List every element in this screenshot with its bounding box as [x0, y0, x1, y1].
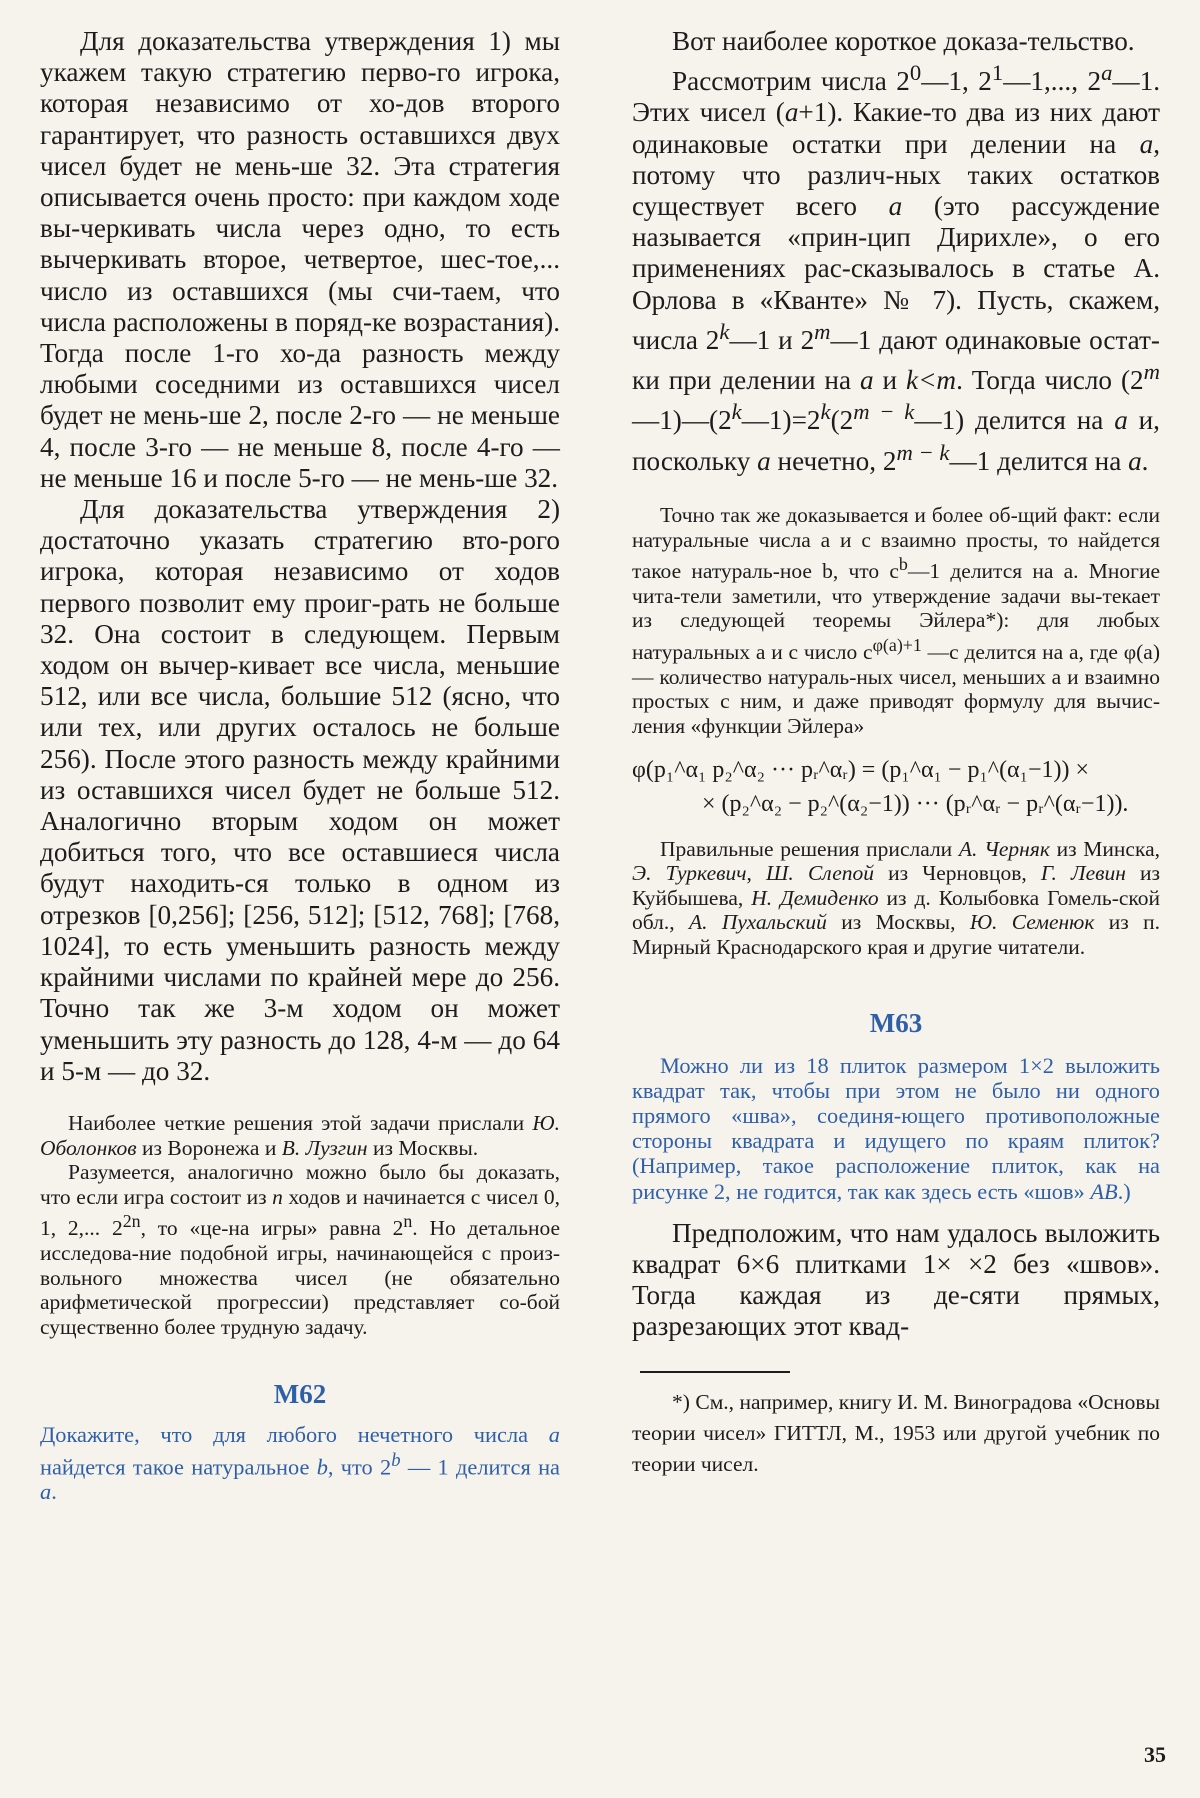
left-credits: Наиболее четкие решения этой задачи прислали Ю. Оболонков из Воронежа и В. Лузгин из Москвы. [40, 1110, 560, 1160]
right-paragraph-3: Предположим, что нам удалось выложить квадрат 6×6 плитками 1× ×2 без «швов». Тогда каждая из де-сяти прямых, разрезающих этот квад- [632, 1217, 1160, 1342]
page-number: 35 [1144, 1742, 1166, 1767]
right-column [632, 26, 1160, 1480]
footnote: *) См., например, книгу И. М. Виноградова «Основы теории чисел» ГИТТЛ, М., 1953 или другой учебник по теории чисел. [632, 1389, 1160, 1476]
problem-m63-text: Можно ли из 18 плиток размером 1×2 выложить квадрат так, чтобы при этом не было ни одного прямого «шва», соединя-ющего противоположные стороны квадрата и идущего по краям плиток? (Например, такое расположение плиток, как на рисунке 2, не годится, так как здесь есть «шов» AB.) [632, 1052, 1160, 1204]
right-paragraph-2: Рассмотрим числа $2^0—1$, $2^1—1$,..., 2$^a$—1. Этих чисел (a+1). Какие-то два из них дают одинаковые остатки при делении на a, потому что различ-ных таких остатков существует всего a (это рассуждение называется «прин-цип Дирихле», о его применениях рас-сказывалось в статье А. Орлова в «Кванте» № 7). Пусть, скажем, числа 2$^k$—1 и 2$^m$—1 дают одинаковые остат-ки при делении на a и k<m. Тогда число $(2^m—1)—(2^k—1)=2^k(2^{m - k}—1)$ делится на a и, поскольку a нечетно, $2^{m - k}—1$ делится на a. [632, 60, 1160, 476]
euler-remark: Точно так же доказывается и более об-щий факт: если натуральные числа a и c взаимно просты, то найдется такое натураль-ное b, что $c^b—1$ делится на a. Многие чита-тели заметили, что утверждение задачи вы-текает из следующей теоремы Эйлера*): для любых натуральных a и c число $c^{\varphi(a)+1}$ —c делится на a, где φ(a) — количество натураль-ных чисел, меньших a и взаимно простых с ним, и даже приводят формулу для вычис-ления «функции Эйлера» [632, 502, 1161, 739]
problem-m62-text: Докажите, что для любого нечетного числа a найдется такое натуральное b, что 2$^b$ — 1 делится на a. [40, 1422, 560, 1505]
left-paragraph-2: Для доказательства утверждения 2) достаточно указать стратегию вто-рого игрока, которая независимо от ходов первого позволит ему проиг-рать не больше 32. Она состоит в следующем. Первым ходом он вычер-кивает все числа, меньшие 512, или все числа, большие 512 (ясно, что или тех, или других осталось не больше 256). После этого разность между крайними из оставшихся чисел будет не больше 512. Аналогично вторым ходом он может добиться того, что все оставшиеся числа будут находить-ся только в одном из отрезков [0,256]; [256, 512]; [512, 768]; [768, 1024], то есть уменьшить разность между крайними числами по крайней мере до 256. Точно так же 3-м ходом он может уменьшить эту разность до 128, 4-м — до 64 и 5-м — до 32. [40, 494, 560, 1086]
footnote-divider [640, 1371, 790, 1373]
left-column [40, 26, 560, 1504]
problem-m62-title: М62 [273, 1379, 327, 1410]
right-credits: Правильные решения прислали А. Черняк из Минска, Э. Туркевич, Ш. Слепой из Черновцов, Г. Левин из Куйбышева, Н. Демиденко из д. Колыбовка Гомель-ской обл., А. Пухальский из Москвы, Ю. Семенюк из п. Мирный Краснодарского края и другие читатели. [632, 836, 1161, 959]
right-paragraph-1: Вот наиболее короткое доказа-тельство. [672, 26, 1135, 56]
left-paragraph-1: Для доказательства утверждения 1) мы укажем такую стратегию перво-го игрока, которая независимо от хо-дов второго гарантирует, что разность оставшихся двух чисел будет не мень-ше 32. Эта стратегия описывается очень просто: при каждом ходе вы-черкивать числа через одно, то есть вычеркивать второе, четвертое, шес-тое,... число из оставшихся (мы счи-таем, что числа расположены в поряд-ке возрастания). Тогда после 1-го хо-да разность между любыми соседними из оставшихся чисел будет не мень-ше 2, после 2-го — не меньше 4, после 3-го — не меньше 8, после 4-го — не меньше 16 и после 5-го — не мень-ше 32. [40, 26, 560, 493]
euler-formula-line-2: × (p₂^α₂ − p₂^(α₂−1)) ··· (pᵣ^αᵣ − pᵣ^(αᵣ−1)). [702, 790, 1129, 817]
euler-formula-line-1: φ(p₁^α₁ p₂^α₂ ··· pᵣ^αᵣ) = (p₁^α₁ − p₁^(α₁−1)) × [632, 756, 1090, 783]
problem-m63-title: М63 [869, 1007, 923, 1038]
left-remark: Разумеется, аналогично можно было бы доказать, что если игра состоит из n ходов и начинается с чисел 0, 1, 2,... $2^{2n}$, то «це-на игры» равна 2$^n$. Но детальное исследова-ние подобной игры, начинающейся с произ-вольного множества чисел (не обязательно арифметической прогрессии) представляет со-бой существенно более трудную задачу. [40, 1160, 560, 1339]
